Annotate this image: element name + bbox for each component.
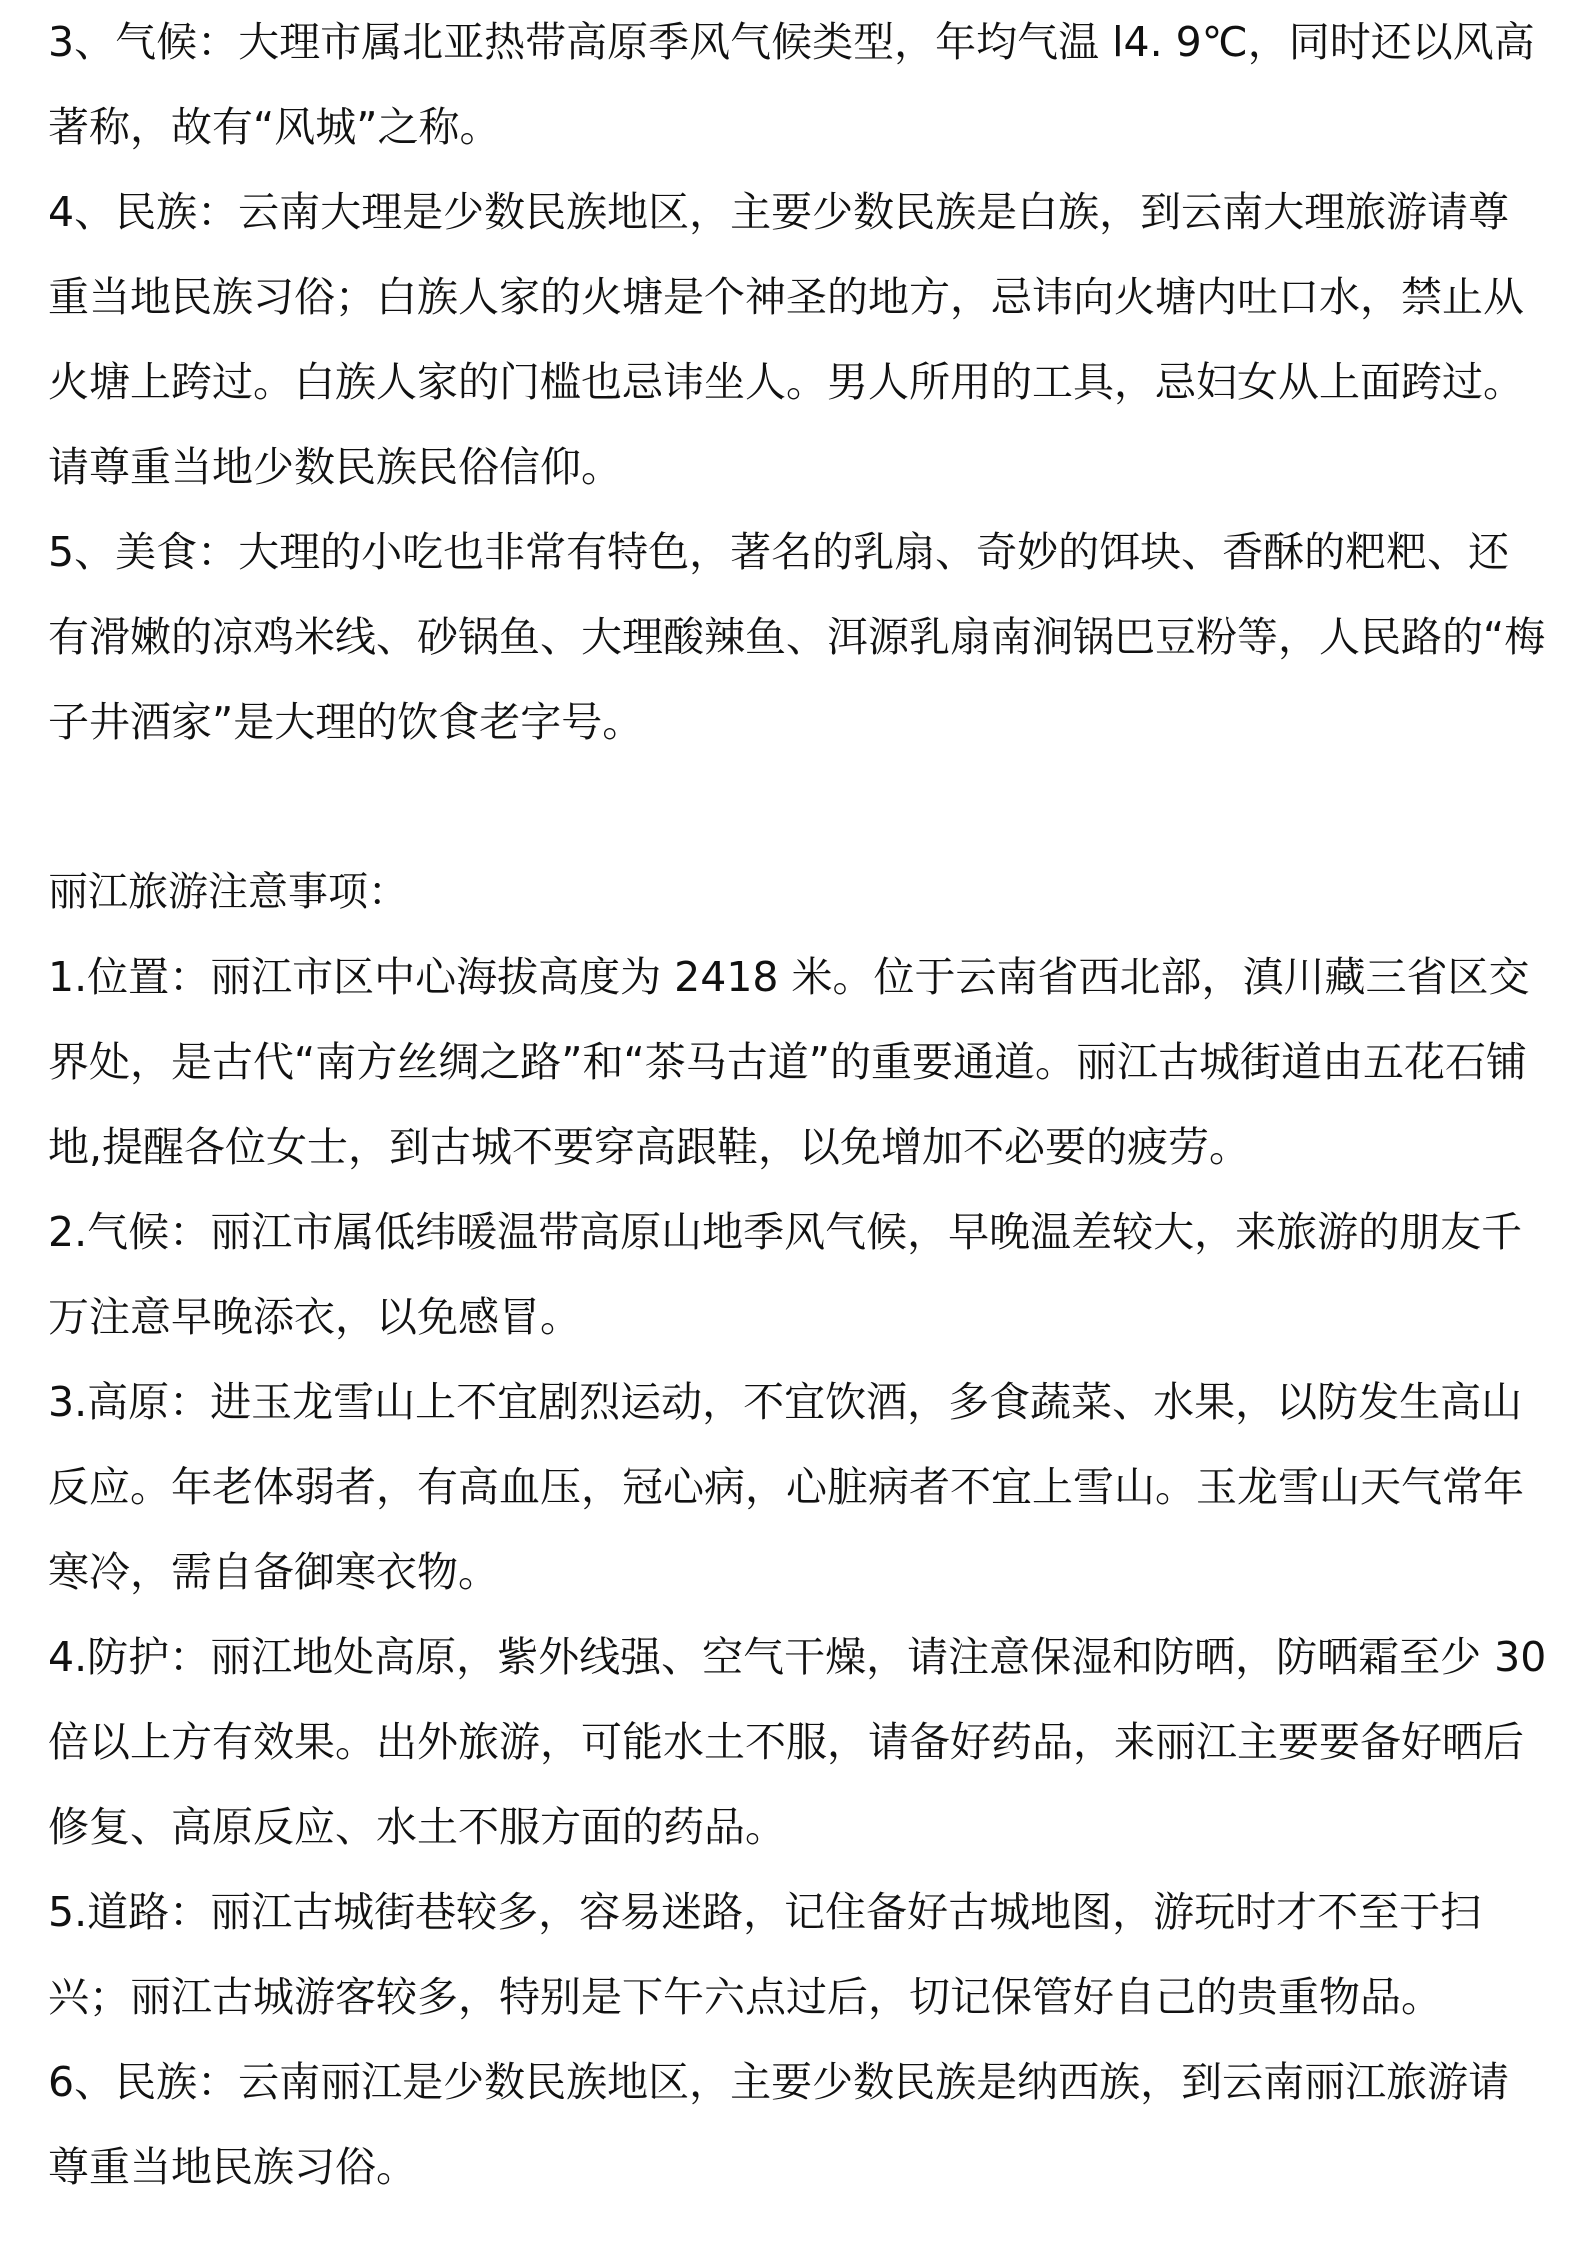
lijiang-section [48, 850, 1547, 2210]
lijiang-section-heading: 丽江旅游注意事项： [48, 869, 408, 915]
lijiang-plateau-paragraph: 3.高原：进玉龙雪山上不宜剧烈运动，不宜饮酒，多食蔬菜、水果，以防发生高山反应。年老体弱者，有高血压，冠心病，心脏病者不宜上雪山。玉龙雪山天气常年寒冷，需自备御寒衣物。 [48, 1378, 1524, 1596]
lijiang-location-paragraph: 1.位置：丽江市区中心海拔高度为 2418 米。位于云南省西北部，滇川藏三省区交界处，是古代“南方丝绸之路”和“茶马古道”的重要通道。丽江古城街道由五花石铺地,提醒各位女士，到古城不要穿高跟鞋，以免增加不必要的疲劳。 [48, 953, 1530, 1171]
dali-section [48, 0, 1547, 765]
dali-ethnic-paragraph: 4、民族：云南大理是少数民族地区，主要少数民族是白族，到云南大理旅游请尊重当地民族习俗；白族人家的火塘是个神圣的地方，忌讳向火塘内吐口水，禁止从火塘上跨过。白族人家的门槛也忌讳坐人。男人所用的工具，忌妇女从上面跨过。请尊重当地少数民族民俗信仰。 [48, 188, 1524, 491]
dali-food-paragraph: 5、美食：大理的小吃也非常有特色，著名的乳扇、奇妙的饵块、香酥的粑粑、还有滑嫩的凉鸡米线、砂锅鱼、大理酸辣鱼、洱源乳扇南涧锅巴豆粉等，人民路的“梅子井酒家”是大理的饮食老字号。 [48, 528, 1546, 746]
lijiang-roads-paragraph: 5.道路：丽江古城街巷较多，容易迷路，记住备好古城地图，游玩时才不至于扫兴；丽江古城游客较多，特别是下午六点过后，切记保管好自己的贵重物品。 [48, 1888, 1482, 2021]
lijiang-climate-paragraph: 2.气候：丽江市属低纬暖温带高原山地季风气候，早晚温差较大，来旅游的朋友千万注意早晚添衣，以免感冒。 [48, 1208, 1523, 1341]
lijiang-protection-paragraph: 4.防护：丽江地处高原，紫外线强、空气干燥，请注意保湿和防晒，防晒霜至少 30 倍以上方有效果。出外旅游，可能水土不服，请备好药品，来丽江主要要备好晒后修复、高原反应、水土不服方面的药品。 [48, 1633, 1547, 1851]
section-spacer [48, 765, 1547, 850]
lijiang-ethnic-paragraph: 6、民族：云南丽江是少数民族地区，主要少数民族是纳西族，到云南丽江旅游请尊重当地民族习俗。 [48, 2058, 1510, 2191]
dali-climate-paragraph: 3、气候：大理市属北亚热带高原季风气候类型，年均气温 l4. 9℃，同时还以风高著称，故有“风城”之称。 [48, 18, 1535, 151]
